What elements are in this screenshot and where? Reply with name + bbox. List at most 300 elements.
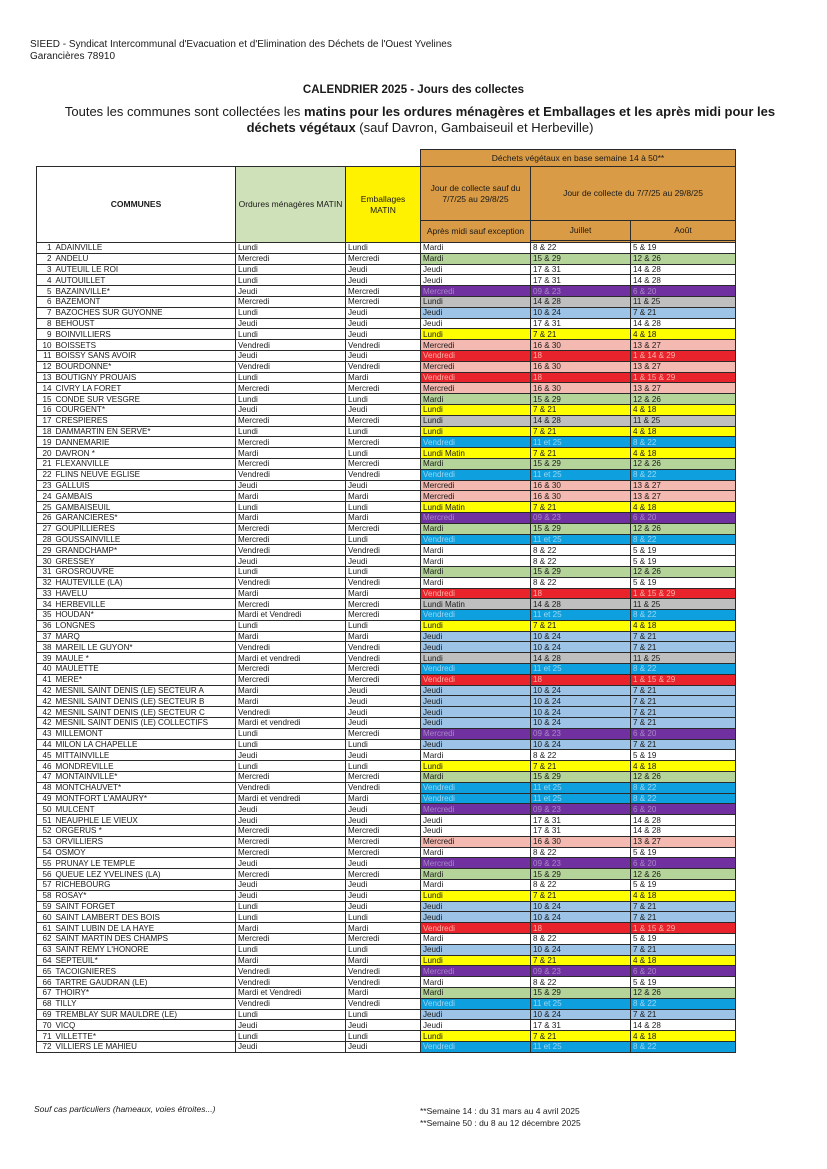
table-row <box>37 534 736 545</box>
july-dates: 8 & 22 <box>531 545 631 556</box>
row-number: 64 <box>37 955 54 966</box>
july-dates: 8 & 22 <box>531 847 631 858</box>
commune-name: MONDREVILLE <box>54 761 236 772</box>
week-50-note: **Semaine 50 : du 8 au 12 décembre 2025 <box>420 1118 581 1128</box>
commune-name: HAVELU <box>54 588 236 599</box>
commune-name: MERE* <box>54 674 236 685</box>
green-waste-day: Mardi <box>421 977 531 988</box>
packaging-day: Mercredi <box>346 437 421 448</box>
row-number: 69 <box>37 1009 54 1020</box>
july-dates: 7 & 21 <box>531 955 631 966</box>
household-waste-day: Mardi et vendredi <box>236 653 346 664</box>
page-title: CALENDRIER 2025 - Jours des collectes <box>302 84 525 96</box>
packaging-day: Jeudi <box>346 901 421 912</box>
july-dates: 09 & 23 <box>531 286 631 297</box>
row-number: 58 <box>37 890 54 901</box>
commune-name: FLINS NEUVE EGLISE <box>54 469 236 480</box>
packaging-day: Vendredi <box>346 966 421 977</box>
july-dates: 15 & 29 <box>531 987 631 998</box>
august-dates: 4 & 18 <box>631 329 736 340</box>
table-row <box>37 869 736 880</box>
packaging-day: Lundi <box>346 739 421 750</box>
table-row <box>37 987 736 998</box>
packaging-day: Lundi <box>346 566 421 577</box>
row-number: 10 <box>37 340 54 351</box>
green-waste-day: Vendredi <box>421 664 531 675</box>
commune-name: BAZOCHES SUR GUYONNE <box>54 307 236 318</box>
july-dates: 14 & 28 <box>531 599 631 610</box>
packaging-day: Lundi <box>346 761 421 772</box>
table-row <box>37 253 736 264</box>
green-waste-day: Lundi <box>421 1031 531 1042</box>
subtitle-part-b: matins pour les ordures ménagères et Emballages et les après midi pour les déchets végétaux <box>246 104 776 135</box>
green-waste-day: Mercredi <box>421 361 531 372</box>
green-waste-day: Lundi <box>421 761 531 772</box>
table-row <box>37 610 736 621</box>
green-waste-day: Lundi Matin <box>421 502 531 513</box>
commune-name: HAUTEVILLE (LA) <box>54 577 236 588</box>
august-dates: 13 & 27 <box>631 383 736 394</box>
row-number: 39 <box>37 653 54 664</box>
table-row <box>37 577 736 588</box>
packaging-day: Jeudi <box>346 318 421 329</box>
green-waste-day: Mardi <box>421 772 531 783</box>
table-row <box>37 653 736 664</box>
august-dates: 5 & 19 <box>631 847 736 858</box>
packaging-day: Jeudi <box>346 1041 421 1052</box>
july-dates: 10 & 24 <box>531 1009 631 1020</box>
table-row <box>37 750 736 761</box>
household-waste-day: Lundi <box>236 394 346 405</box>
table-row <box>37 512 736 523</box>
august-dates: 5 & 19 <box>631 750 736 761</box>
table-row <box>37 350 736 361</box>
packaging-day: Lundi <box>346 944 421 955</box>
july-dates: 8 & 22 <box>531 750 631 761</box>
commune-name: FLEXANVILLE <box>54 458 236 469</box>
green-waste-day: Mardi <box>421 458 531 469</box>
row-number: 6 <box>37 296 54 307</box>
july-dates: 17 & 31 <box>531 815 631 826</box>
packaging-day: Mercredi <box>346 772 421 783</box>
table-row <box>37 1041 736 1052</box>
packaging-day: Mercredi <box>346 253 421 264</box>
commune-name: SEPTEUIL* <box>54 955 236 966</box>
row-number: 34 <box>37 599 54 610</box>
household-waste-day: Jeudi <box>236 815 346 826</box>
table-row <box>37 955 736 966</box>
packaging-day: Mercredi <box>346 296 421 307</box>
row-number: 18 <box>37 426 54 437</box>
row-number: 66 <box>37 977 54 988</box>
august-dates: 1 & 15 & 29 <box>631 674 736 685</box>
household-waste-day: Lundi <box>236 329 346 340</box>
august-dates: 4 & 18 <box>631 1031 736 1042</box>
commune-name: CRESPIERES <box>54 415 236 426</box>
august-dates: 1 & 15 & 29 <box>631 372 736 383</box>
commune-name: HOUDAN* <box>54 610 236 621</box>
august-dates: 13 & 27 <box>631 340 736 351</box>
row-number: 12 <box>37 361 54 372</box>
packaging-day: Jeudi <box>346 696 421 707</box>
household-waste-day: Mercredi <box>236 836 346 847</box>
row-number: 42 <box>37 685 54 696</box>
july-dates: 7 & 21 <box>531 502 631 513</box>
commune-name: BOUTIGNY PROUAIS <box>54 372 236 383</box>
row-number: 45 <box>37 750 54 761</box>
table-row <box>37 340 736 351</box>
row-number: 5 <box>37 286 54 297</box>
household-waste-day: Vendredi <box>236 361 346 372</box>
commune-name: BOISSY SANS AVOIR <box>54 350 236 361</box>
commune-name: BOINVILLIERS <box>54 329 236 340</box>
august-dates: 14 & 28 <box>631 275 736 286</box>
row-number: 71 <box>37 1031 54 1042</box>
july-dates: 18 <box>531 588 631 599</box>
green-waste-day: Mardi <box>421 987 531 998</box>
household-waste-day: Mercredi <box>236 534 346 545</box>
august-dates: 12 & 26 <box>631 394 736 405</box>
commune-name: DAMMARTIN EN SERVE* <box>54 426 236 437</box>
august-dates: 5 & 19 <box>631 934 736 945</box>
row-number: 15 <box>37 394 54 405</box>
july-header: Juillet <box>531 221 631 241</box>
table-row <box>37 426 736 437</box>
table-row <box>37 243 736 254</box>
green-waste-day: Lundi <box>421 653 531 664</box>
august-dates: 12 & 26 <box>631 869 736 880</box>
august-dates: 12 & 26 <box>631 253 736 264</box>
commune-name: GARANCIERES* <box>54 512 236 523</box>
household-waste-day: Mardi <box>236 631 346 642</box>
commune-name: SAINT FORGET <box>54 901 236 912</box>
table-row <box>37 631 736 642</box>
july-dates: 10 & 24 <box>531 631 631 642</box>
packaging-day: Lundi <box>346 912 421 923</box>
packaging-day: Vendredi <box>346 340 421 351</box>
august-dates: 8 & 22 <box>631 534 736 545</box>
table-row <box>37 826 736 837</box>
household-waste-day: Vendredi <box>236 707 346 718</box>
commune-name: SAINT MARTIN DES CHAMPS <box>54 934 236 945</box>
packaging-day: Mercredi <box>346 869 421 880</box>
household-waste-day: Mardi <box>236 512 346 523</box>
summer-day-header: Jour de collecte du 7/7/25 au 29/8/25 <box>531 167 736 221</box>
row-number: 33 <box>37 588 54 599</box>
household-waste-day: Lundi <box>236 739 346 750</box>
august-dates: 5 & 19 <box>631 545 736 556</box>
household-waste-day: Lundi <box>236 944 346 955</box>
table-row <box>37 923 736 934</box>
july-dates: 7 & 21 <box>531 1031 631 1042</box>
row-number: 30 <box>37 556 54 567</box>
commune-name: CONDE SUR VESGRE <box>54 394 236 405</box>
table-row <box>37 1031 736 1042</box>
table-row <box>37 977 736 988</box>
packaging-day: Mercredi <box>346 383 421 394</box>
green-waste-day: Mardi <box>421 880 531 891</box>
row-number: 23 <box>37 480 54 491</box>
household-waste-day: Vendredi <box>236 977 346 988</box>
household-waste-day: Mardi <box>236 923 346 934</box>
commune-name: BOURDONNE* <box>54 361 236 372</box>
july-dates: 15 & 29 <box>531 394 631 405</box>
july-dates: 11 et 25 <box>531 793 631 804</box>
august-dates: 8 & 22 <box>631 782 736 793</box>
commune-name: BEHOUST <box>54 318 236 329</box>
household-waste-day: Mercredi <box>236 599 346 610</box>
packaging-day: Vendredi <box>346 653 421 664</box>
row-number: 32 <box>37 577 54 588</box>
household-waste-day: Jeudi <box>236 880 346 891</box>
packaging-day: Lundi <box>346 1009 421 1020</box>
household-waste-day: Lundi <box>236 426 346 437</box>
table-row <box>37 739 736 750</box>
august-dates: 5 & 19 <box>631 577 736 588</box>
green-waste-day: Mardi <box>421 253 531 264</box>
green-waste-day: Jeudi <box>421 696 531 707</box>
packaging-header: Emballages MATIN <box>346 167 421 243</box>
packaging-day: Mardi <box>346 955 421 966</box>
green-waste-day: Vendredi <box>421 534 531 545</box>
july-dates: 11 et 25 <box>531 664 631 675</box>
household-waste-day: Vendredi <box>236 577 346 588</box>
july-dates: 16 & 30 <box>531 491 631 502</box>
commune-name: MILLEMONT <box>54 728 236 739</box>
commune-name: ADAINVILLE <box>54 243 236 254</box>
august-dates: 4 & 18 <box>631 502 736 513</box>
august-dates: 5 & 19 <box>631 880 736 891</box>
row-number: 14 <box>37 383 54 394</box>
green-waste-day: Mardi <box>421 577 531 588</box>
table-row <box>37 523 736 534</box>
july-dates: 10 & 24 <box>531 685 631 696</box>
july-dates: 14 & 28 <box>531 653 631 664</box>
packaging-day: Mercredi <box>346 610 421 621</box>
packaging-day: Jeudi <box>346 556 421 567</box>
table-row <box>37 448 736 459</box>
green-waste-day: Lundi <box>421 296 531 307</box>
green-waste-day: Mardi <box>421 243 531 254</box>
row-number: 36 <box>37 620 54 631</box>
august-dates: 6 & 20 <box>631 286 736 297</box>
packaging-day: Mardi <box>346 631 421 642</box>
july-dates: 15 & 29 <box>531 869 631 880</box>
row-number: 68 <box>37 998 54 1009</box>
packaging-day: Mercredi <box>346 599 421 610</box>
row-number: 53 <box>37 836 54 847</box>
july-dates: 8 & 22 <box>531 556 631 567</box>
row-number: 21 <box>37 458 54 469</box>
green-waste-day: Mercredi <box>421 966 531 977</box>
green-waste-day: Mercredi <box>421 728 531 739</box>
august-dates: 7 & 21 <box>631 642 736 653</box>
household-waste-day: Mercredi <box>236 383 346 394</box>
green-waste-day: Lundi Matin <box>421 599 531 610</box>
green-waste-day: Mardi <box>421 934 531 945</box>
week-14-note: **Semaine 14 : du 31 mars au 4 avril 2025 <box>420 1106 580 1116</box>
july-dates: 10 & 24 <box>531 718 631 729</box>
packaging-day: Mardi <box>346 372 421 383</box>
august-dates: 6 & 20 <box>631 966 736 977</box>
green-waste-day: Jeudi <box>421 815 531 826</box>
august-dates: 11 & 25 <box>631 415 736 426</box>
household-waste-day: Lundi <box>236 372 346 383</box>
commune-name: PRUNAY LE TEMPLE <box>54 858 236 869</box>
green-waste-day: Lundi <box>421 620 531 631</box>
row-number: 1 <box>37 243 54 254</box>
packaging-day: Mardi <box>346 793 421 804</box>
packaging-day: Vendredi <box>346 782 421 793</box>
packaging-day: Vendredi <box>346 361 421 372</box>
july-dates: 11 et 25 <box>531 610 631 621</box>
august-dates: 7 & 21 <box>631 912 736 923</box>
july-dates: 14 & 28 <box>531 296 631 307</box>
packaging-day: Vendredi <box>346 469 421 480</box>
august-dates: 13 & 27 <box>631 836 736 847</box>
household-waste-day: Jeudi <box>236 1020 346 1031</box>
table-row <box>37 966 736 977</box>
row-number: 29 <box>37 545 54 556</box>
green-waste-day: Lundi <box>421 329 531 340</box>
packaging-day: Lundi <box>346 534 421 545</box>
packaging-day: Vendredi <box>346 977 421 988</box>
table-row <box>37 998 736 1009</box>
household-waste-day: Vendredi <box>236 469 346 480</box>
july-dates: 10 & 24 <box>531 307 631 318</box>
packaging-day: Jeudi <box>346 480 421 491</box>
july-dates: 8 & 22 <box>531 977 631 988</box>
green-waste-day: Vendredi <box>421 793 531 804</box>
packaging-day: Jeudi <box>346 890 421 901</box>
row-number: 50 <box>37 804 54 815</box>
household-waste-day: Mardi et Vendredi <box>236 610 346 621</box>
july-dates: 8 & 22 <box>531 577 631 588</box>
row-number: 48 <box>37 782 54 793</box>
july-dates: 7 & 21 <box>531 890 631 901</box>
commune-name: HERBEVILLE <box>54 599 236 610</box>
july-dates: 7 & 21 <box>531 404 631 415</box>
july-dates: 10 & 24 <box>531 642 631 653</box>
commune-name: MESNIL SAINT DENIS (LE) SECTEUR B <box>54 696 236 707</box>
packaging-day: Jeudi <box>346 275 421 286</box>
packaging-day: Mardi <box>346 987 421 998</box>
table-row <box>37 394 736 405</box>
commune-name: VICQ <box>54 1020 236 1031</box>
row-number: 20 <box>37 448 54 459</box>
row-number: 13 <box>37 372 54 383</box>
row-number: 47 <box>37 772 54 783</box>
august-dates: 14 & 28 <box>631 1020 736 1031</box>
commune-name: MONTCHAUVET* <box>54 782 236 793</box>
household-waste-day: Mercredi <box>236 664 346 675</box>
august-dates: 7 & 21 <box>631 901 736 912</box>
household-waste-day: Mercredi <box>236 253 346 264</box>
packaging-day: Mercredi <box>346 674 421 685</box>
packaging-day: Lundi <box>346 620 421 631</box>
household-waste-day: Mardi et Vendredi <box>236 987 346 998</box>
august-dates: 1 & 15 & 29 <box>631 923 736 934</box>
packaging-day: Jeudi <box>346 329 421 340</box>
commune-name: MESNIL SAINT DENIS (LE) SECTEUR C <box>54 707 236 718</box>
july-dates: 10 & 24 <box>531 944 631 955</box>
green-waste-day: Jeudi <box>421 631 531 642</box>
row-number: 2 <box>37 253 54 264</box>
green-waste-day: Vendredi <box>421 1041 531 1052</box>
green-day-header: Jour de collecte sauf du 7/7/25 au 29/8/25 <box>421 167 531 221</box>
table-row <box>37 728 736 739</box>
household-waste-day: Jeudi <box>236 804 346 815</box>
packaging-day: Lundi <box>346 1031 421 1042</box>
row-number: 28 <box>37 534 54 545</box>
august-dates: 5 & 19 <box>631 977 736 988</box>
household-waste-day: Jeudi <box>236 350 346 361</box>
july-dates: 15 & 29 <box>531 253 631 264</box>
commune-name: ORGERUS * <box>54 826 236 837</box>
august-dates: 4 & 18 <box>631 761 736 772</box>
august-dates: 13 & 27 <box>631 361 736 372</box>
packaging-day: Jeudi <box>346 350 421 361</box>
packaging-day: Lundi <box>346 502 421 513</box>
row-number: 31 <box>37 566 54 577</box>
green-waste-day: Mercredi <box>421 286 531 297</box>
household-waste-day: Lundi <box>236 1009 346 1020</box>
row-number: 60 <box>37 912 54 923</box>
green-waste-day: Vendredi <box>421 610 531 621</box>
page-subtitle <box>40 104 800 136</box>
row-number: 41 <box>37 674 54 685</box>
green-waste-day: Mercredi <box>421 512 531 523</box>
table-row <box>37 685 736 696</box>
august-dates: 12 & 26 <box>631 772 736 783</box>
commune-name: GOUSSAINVILLE <box>54 534 236 545</box>
july-dates: 16 & 30 <box>531 836 631 847</box>
july-dates: 09 & 23 <box>531 512 631 523</box>
commune-name: SAINT LAMBERT DES BOIS <box>54 912 236 923</box>
commune-name: COURGENT* <box>54 404 236 415</box>
table-row <box>37 880 736 891</box>
august-dates: 5 & 19 <box>631 556 736 567</box>
table-row <box>37 772 736 783</box>
commune-name: MULCENT <box>54 804 236 815</box>
household-waste-day: Mercredi <box>236 437 346 448</box>
commune-name: BAZAINVILLE* <box>54 286 236 297</box>
august-dates: 1 & 15 & 29 <box>631 588 736 599</box>
commune-name: MONTAINVILLE* <box>54 772 236 783</box>
table-row <box>37 664 736 675</box>
table-row <box>37 944 736 955</box>
july-dates: 7 & 21 <box>531 448 631 459</box>
green-waste-day: Lundi Matin <box>421 448 531 459</box>
august-dates: 6 & 20 <box>631 728 736 739</box>
green-waste-day: Jeudi <box>421 307 531 318</box>
household-waste-day: Mercredi <box>236 869 346 880</box>
table-row <box>37 329 736 340</box>
august-dates: 7 & 21 <box>631 944 736 955</box>
july-dates: 10 & 24 <box>531 739 631 750</box>
july-dates: 17 & 31 <box>531 318 631 329</box>
august-dates: 12 & 26 <box>631 458 736 469</box>
green-waste-day: Jeudi <box>421 901 531 912</box>
household-waste-day: Vendredi <box>236 782 346 793</box>
green-waste-day: Vendredi <box>421 437 531 448</box>
table-row <box>37 372 736 383</box>
table-row <box>37 491 736 502</box>
august-dates: 4 & 18 <box>631 620 736 631</box>
table-row <box>37 836 736 847</box>
household-waste-day: Lundi <box>236 243 346 254</box>
packaging-day: Jeudi <box>346 307 421 318</box>
